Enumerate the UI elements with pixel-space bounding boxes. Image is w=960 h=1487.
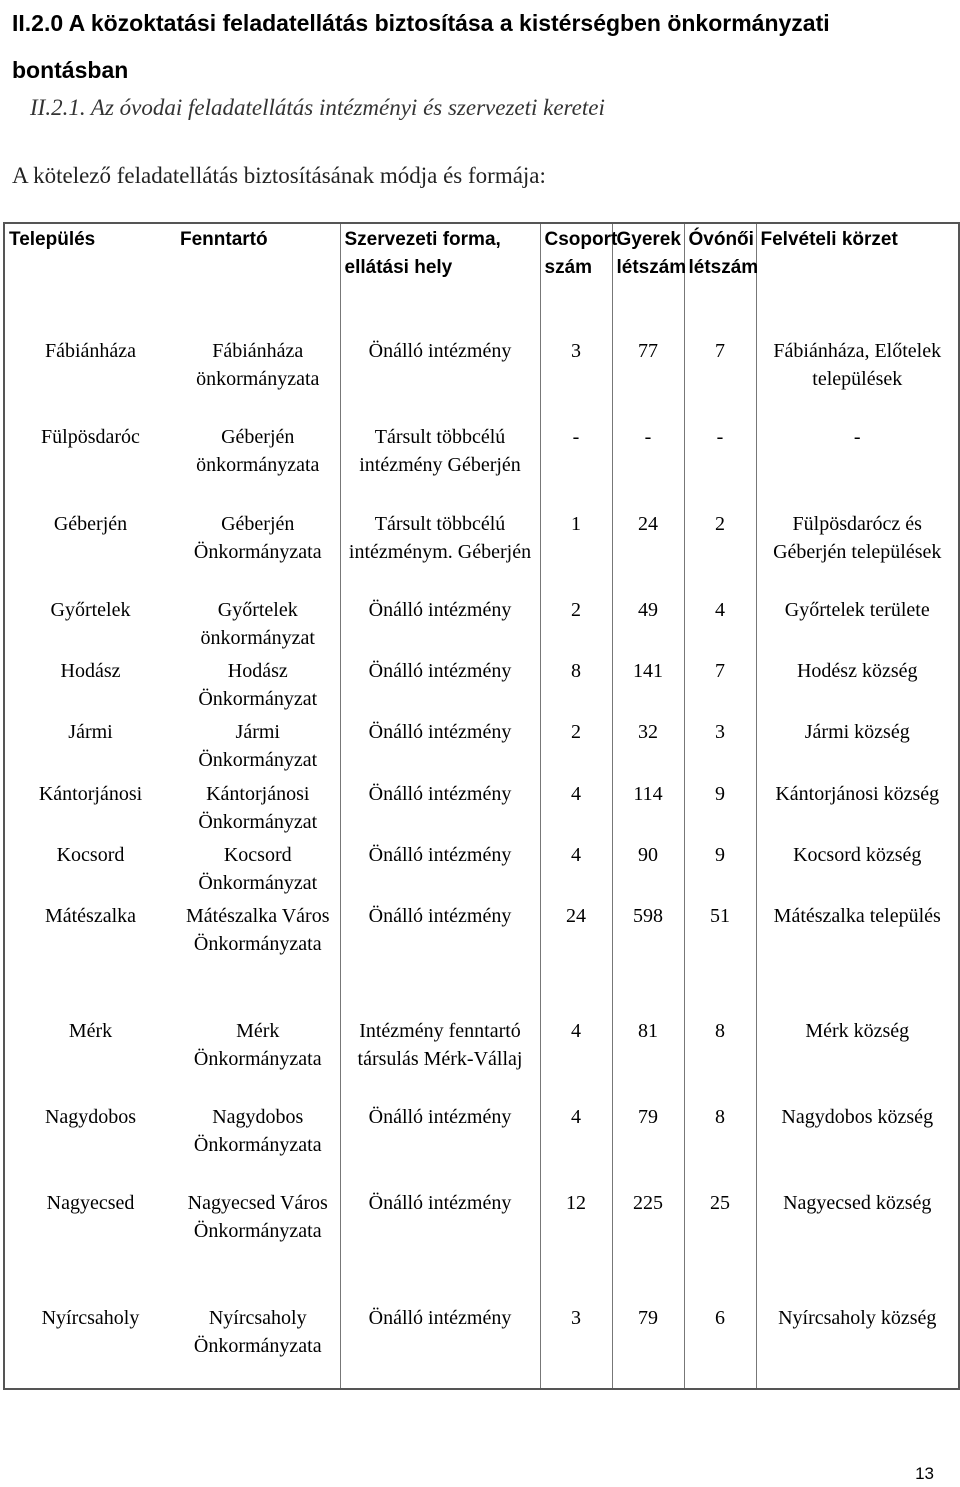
cell-ovonoi-letszam: 4	[684, 594, 756, 655]
cell-csoportszam: 12	[540, 1187, 612, 1302]
table-row	[4, 335, 959, 421]
cell-szervezeti-forma: Önálló intézmény	[340, 778, 540, 839]
header-fenntarto: Fenntartó	[180, 229, 268, 250]
header-gyereklétszam: Gyerek létszám	[612, 223, 684, 335]
cell-telepules: Fülpösdaróc	[41, 426, 140, 449]
table-row	[4, 594, 959, 655]
cell-csoportszam: 24	[540, 900, 612, 1015]
cell-szervezeti-forma: Intézmény fenntartó társulás Mérk-Vállaj	[340, 1015, 540, 1101]
cell-ovonoi-letszam: 8	[684, 1015, 756, 1101]
header-telepules: Település	[9, 229, 96, 250]
cell-csoportszam: 1	[540, 508, 612, 594]
cell-csoportszam: 4	[540, 778, 612, 839]
cell-fenntarto: Géberjén önkormányzata	[196, 426, 320, 477]
cell-csoportszam: 4	[540, 839, 612, 900]
page-number: 13	[915, 1464, 934, 1483]
header-szervezeti-forma: Szervezeti forma, ellátási hely	[340, 223, 540, 335]
cell-fenntarto: Nagydobos Önkormányzata	[193, 1105, 322, 1156]
cell-szervezeti-forma: Önálló intézmény	[340, 716, 540, 777]
cell-csoportszam: 3	[540, 335, 612, 421]
cell-felveteli-korzet: Hodész község	[756, 655, 959, 716]
cell-gyereklétszam: 79	[612, 1101, 684, 1187]
cell-ovonoi-letszam: 51	[684, 900, 756, 1015]
cell-gyereklétszam: 90	[612, 839, 684, 900]
cell-csoportszam: 2	[540, 594, 612, 655]
cell-csoportszam: 3	[540, 1302, 612, 1389]
cell-fenntarto: Jármi Önkormányzat	[198, 721, 318, 772]
table-row	[4, 508, 959, 594]
cell-gyereklétszam: 81	[612, 1015, 684, 1101]
table-row	[4, 839, 959, 900]
cell-fenntarto: Nyírcsaholy Önkormányzata	[193, 1307, 322, 1358]
cell-fenntarto: Nagyecsed Város Önkormányzata	[187, 1192, 328, 1243]
cell-ovonoi-letszam: 7	[684, 335, 756, 421]
cell-ovonoi-letszam: -	[684, 421, 756, 507]
cell-fenntarto: Kocsord Önkormányzat	[198, 843, 318, 894]
cell-csoportszam: 4	[540, 1015, 612, 1101]
cell-szervezeti-forma: Önálló intézmény	[340, 1101, 540, 1187]
cell-ovonoi-letszam: 3	[684, 716, 756, 777]
table-row	[4, 716, 959, 777]
cell-gyereklétszam: 225	[612, 1187, 684, 1302]
cell-szervezeti-forma: Társult többcélú intézmény Géberjén	[340, 421, 540, 507]
cell-telepules: Géberjén	[53, 512, 128, 535]
cell-telepules: Győrtelek	[50, 599, 131, 622]
cell-fenntarto: Győrtelek önkormányzat	[200, 599, 315, 650]
section-heading: II.2.0 A közoktatási feladatellátás biztosítása a kistérségben önkormányzati bontásban	[12, 10, 830, 83]
cell-telepules: Kántorjánosi	[38, 782, 143, 805]
cell-telepules: Mérk	[68, 1019, 113, 1042]
cell-felveteli-korzet: Győrtelek területe	[756, 594, 959, 655]
cell-szervezeti-forma: Önálló intézmény	[340, 1187, 540, 1302]
cell-ovonoi-letszam: 9	[684, 778, 756, 839]
table-row	[4, 1015, 959, 1101]
cell-szervezeti-forma: Önálló intézmény	[340, 900, 540, 1015]
cell-felveteli-korzet: -	[756, 421, 959, 507]
cell-fenntarto: Fábiánháza önkormányzata	[196, 340, 320, 390]
cell-felveteli-korzet: Nagyecsed község	[756, 1187, 959, 1302]
cell-csoportszam: -	[540, 421, 612, 507]
cell-csoportszam: 2	[540, 716, 612, 777]
table-row	[4, 900, 959, 1015]
paragraph-intro: A kötelező feladatellátás biztosításának módja és formája:	[12, 163, 546, 188]
cell-ovonoi-letszam: 25	[684, 1187, 756, 1302]
cell-gyereklétszam: 598	[612, 900, 684, 1015]
cell-csoportszam: 4	[540, 1101, 612, 1187]
cell-szervezeti-forma: Önálló intézmény	[340, 335, 540, 421]
cell-szervezeti-forma: Önálló intézmény	[340, 594, 540, 655]
cell-telepules: Nagyecsed	[46, 1192, 135, 1215]
table-row	[4, 1187, 959, 1302]
cell-felveteli-korzet: Kántorjánosi község	[756, 778, 959, 839]
table-row	[4, 421, 959, 507]
cell-felveteli-korzet: Kocsord község	[756, 839, 959, 900]
cell-felveteli-korzet: Nyírcsaholy község	[756, 1302, 959, 1389]
cell-gyereklétszam: 77	[612, 335, 684, 421]
cell-gyereklétszam: 24	[612, 508, 684, 594]
cell-ovonoi-letszam: 6	[684, 1302, 756, 1389]
cell-telepules: Mátészalka	[44, 904, 137, 927]
cell-szervezeti-forma: Önálló intézmény	[340, 839, 540, 900]
cell-ovonoi-letszam: 9	[684, 839, 756, 900]
cell-ovonoi-letszam: 7	[684, 655, 756, 716]
cell-telepules: Nyírcsaholy	[41, 1307, 140, 1330]
header-felveteli-korzet: Felvételi körzet	[756, 223, 959, 335]
cell-telepules: Jármi	[68, 721, 113, 744]
cell-ovonoi-letszam: 8	[684, 1101, 756, 1187]
cell-telepules: Nagydobos	[44, 1105, 137, 1128]
cell-fenntarto: Mátészalka Város Önkormányzata	[186, 904, 330, 955]
cell-gyereklétszam: 49	[612, 594, 684, 655]
cell-fenntarto: Hodász Önkormányzat	[198, 660, 318, 711]
cell-telepules: Fábiánháza	[44, 340, 137, 362]
cell-felveteli-korzet: Mérk község	[756, 1015, 959, 1101]
cell-gyereklétszam: 141	[612, 655, 684, 716]
cell-fenntarto: Kántorjánosi Önkormányzat	[198, 782, 318, 833]
cell-csoportszam: 8	[540, 655, 612, 716]
cell-fenntarto: Géberjén Önkormányzata	[193, 512, 322, 563]
cell-felveteli-korzet: Mátészalka település	[756, 900, 959, 1015]
table-row	[4, 655, 959, 716]
cell-felveteli-korzet: Fülpösdarócz és Géberjén települések	[756, 508, 959, 594]
table-row	[4, 1101, 959, 1187]
table-row	[4, 778, 959, 839]
cell-szervezeti-forma: Társult többcélú intézménym. Géberjén	[340, 508, 540, 594]
cell-telepules: Hodász	[60, 660, 121, 683]
cell-felveteli-korzet: Nagydobos község	[756, 1101, 959, 1187]
subsection-heading: II.2.1. Az óvodai feladatellátás intézményi és szervezeti keretei	[30, 95, 605, 120]
cell-fenntarto: Mérk Önkormányzata	[193, 1019, 322, 1070]
cell-felveteli-korzet: Fábiánháza, Előtelek települések	[756, 335, 959, 421]
cell-gyereklétszam: 32	[612, 716, 684, 777]
kindergarten-table	[3, 222, 960, 1390]
cell-ovonoi-letszam: 2	[684, 508, 756, 594]
cell-szervezeti-forma: Önálló intézmény	[340, 1302, 540, 1389]
cell-felveteli-korzet: Jármi község	[756, 716, 959, 777]
cell-telepules: Kocsord	[56, 843, 125, 866]
header-ovonoi-letszam: Óvónői létszám	[684, 223, 756, 335]
table-row	[4, 1302, 959, 1389]
cell-szervezeti-forma: Önálló intézmény	[340, 655, 540, 716]
header-csoportszam: Csoport szám	[540, 223, 612, 335]
table-header-row	[4, 223, 959, 335]
cell-gyereklétszam: -	[612, 421, 684, 507]
cell-gyereklétszam: 114	[612, 778, 684, 839]
cell-gyereklétszam: 79	[612, 1302, 684, 1389]
